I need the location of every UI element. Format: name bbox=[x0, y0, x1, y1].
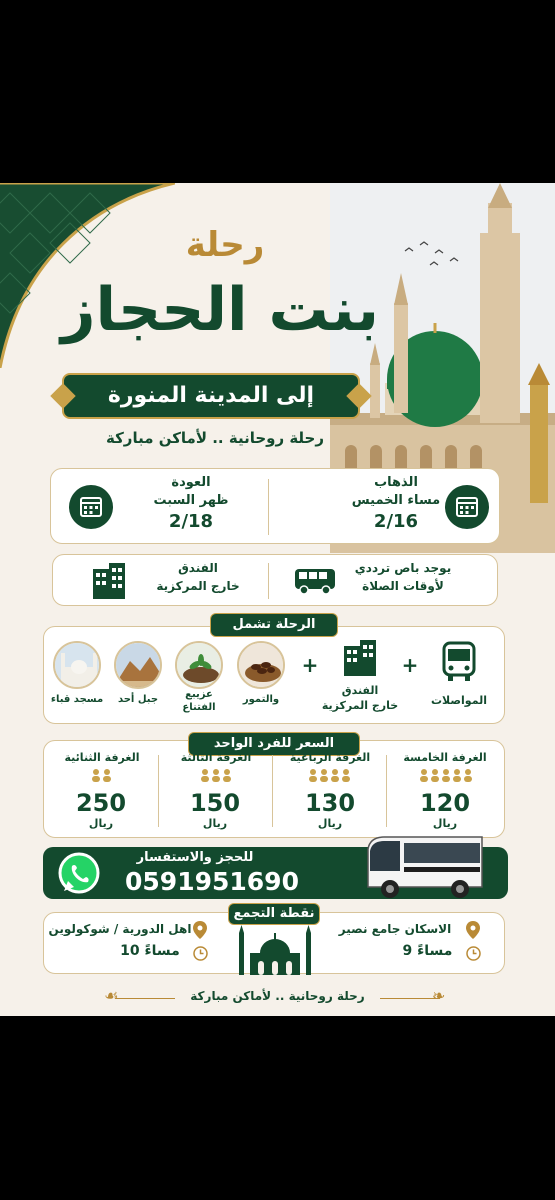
calendar-icon bbox=[445, 485, 489, 529]
room-currency: ريال bbox=[432, 817, 458, 830]
people-icon bbox=[199, 768, 233, 782]
include-azeeb-sublabel: الفتناع bbox=[182, 702, 216, 713]
room-price: 130 bbox=[304, 789, 356, 817]
include-hotel-label: الفندق bbox=[341, 684, 379, 697]
trip-poster bbox=[0, 183, 555, 1016]
return-label: العودة bbox=[171, 475, 211, 490]
room-price: 120 bbox=[419, 789, 471, 817]
hotel-icon bbox=[89, 561, 129, 601]
pricing-tab: السعر للفرد الواحد bbox=[188, 732, 360, 756]
includes-tab: الرحلة تشمل bbox=[210, 613, 338, 637]
gathering-tab: نقطة التجمع bbox=[228, 903, 320, 925]
room-price: 150 bbox=[189, 789, 241, 817]
footer-tagline: رحلة روحانية .. لأماكن مباركة bbox=[190, 989, 365, 1003]
room-name: الغرفة الثالثة bbox=[180, 751, 252, 764]
clock-icon bbox=[466, 946, 481, 961]
gathering-time-2: 10 مساءً bbox=[120, 943, 180, 959]
mosque-icon bbox=[236, 925, 314, 975]
room-currency: ريال bbox=[88, 817, 114, 830]
include-hotel-sublabel: خارج المركزية bbox=[321, 699, 399, 712]
quba-mosque-image bbox=[53, 641, 101, 689]
contact-phone[interactable]: 0591951690 bbox=[125, 867, 299, 896]
departure-time: مساء الخميس bbox=[351, 493, 441, 508]
services-card bbox=[52, 554, 498, 606]
include-uhud-label: جبل أحد bbox=[117, 694, 159, 705]
include-azeeb-label: عزيبع bbox=[185, 689, 213, 700]
room-name: الغرفة الخامسة bbox=[403, 751, 487, 764]
departure-date: 2/16 bbox=[373, 511, 419, 532]
room-name: الغرفة الثنائية bbox=[64, 751, 140, 764]
room-currency: ريال bbox=[317, 817, 343, 830]
location-pin-icon bbox=[466, 921, 480, 939]
bus-service-line2: لأوقات الصلاة bbox=[362, 579, 444, 593]
dates-image bbox=[237, 641, 285, 689]
gathering-time-1: 9 مساءً bbox=[402, 943, 453, 959]
hotel-line1: الفندق bbox=[178, 561, 218, 575]
bus-icon bbox=[293, 567, 337, 595]
poster-kicker: رحلة bbox=[185, 225, 265, 265]
people-icon bbox=[307, 768, 352, 782]
room-price: 250 bbox=[75, 789, 127, 817]
azeeb-image bbox=[175, 641, 223, 689]
people-icon bbox=[90, 768, 113, 782]
poster-title: بنت الحجاز bbox=[60, 275, 380, 345]
plus-icon: + bbox=[301, 653, 319, 677]
include-transport-label: المواصلات bbox=[431, 694, 487, 707]
room-currency: ريال bbox=[202, 817, 228, 830]
return-time: ظهر السبت bbox=[153, 493, 229, 508]
plus-icon: + bbox=[401, 653, 419, 677]
include-dates-label: والتمور bbox=[242, 694, 280, 705]
people-icon bbox=[418, 768, 474, 782]
hotel-icon bbox=[340, 638, 380, 678]
uhud-mountain-image bbox=[114, 641, 162, 689]
location-pin-icon bbox=[193, 921, 207, 939]
include-quba-label: مسجد قباء bbox=[50, 694, 104, 705]
schedule-card bbox=[50, 468, 500, 544]
calendar-icon bbox=[69, 485, 113, 529]
gathering-place-2: اهل الدورية / شوكولوين bbox=[48, 922, 192, 936]
poster-tagline: رحلة روحانية .. لأماكن مباركة bbox=[105, 429, 324, 447]
whatsapp-icon[interactable] bbox=[56, 851, 102, 897]
hotel-line2: خارج المركزية bbox=[156, 579, 240, 593]
contact-label: للحجز والاستفسار bbox=[136, 850, 254, 865]
coach-bus-image bbox=[360, 831, 490, 903]
leaf-ornament-icon: ☙ bbox=[104, 986, 119, 1005]
gathering-place-1: الاسكان جامع نصير bbox=[338, 922, 452, 936]
return-date: 2/18 bbox=[168, 511, 214, 532]
room-name: الغرفة الرباعية bbox=[289, 751, 371, 764]
clock-icon bbox=[193, 946, 208, 961]
departure-label: الذهاب bbox=[374, 475, 418, 490]
leaf-ornament-icon: ❧ bbox=[432, 986, 446, 1005]
bus-icon bbox=[438, 641, 480, 683]
bus-service-line1: يوجد باص ترددي bbox=[354, 561, 452, 575]
destination-ribbon: إلى المدينة المنورة bbox=[62, 373, 360, 419]
